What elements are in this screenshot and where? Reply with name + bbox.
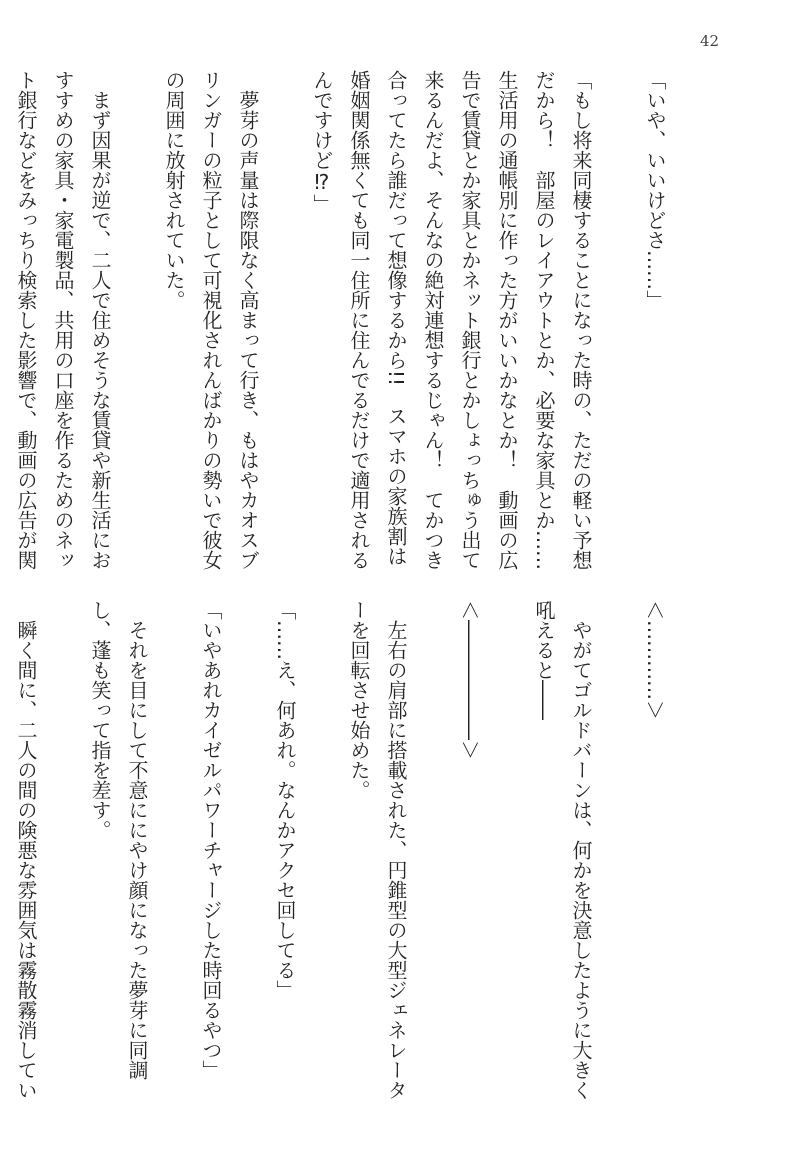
paragraph: 「いや、いいけどさ……」 [643,70,667,310]
paragraph: 「もし将来同棲することになった時の、ただの軽い予想だから！ 部屋のレイアウトとか、必要な家具とか……生活用の通帳別に作った方がいいかなとか！ 動画の広告で賃貸とか家具とかネット銀行とかしょっちゅう出て来るんだよ、そんなの絶対連想するじゃん！ てかつき合ってたら誰だって想像するから!! スマホの家族割は婚姻関係無くても同一住所に住んでるだけで適用されるんですけど⁉」 [310,70,593,570]
paragraph: 夢芽の声量は際限なく高まって行き、もはやカオスブリンガーの粒子として可視化されんばかりの勢いで彼女の周囲に放射されていた。 [162,70,260,570]
paragraph: 左右の肩部に搭載された、円錐型の大型ジェネレーターを回転させ始めた。 [347,600,408,1100]
paragraph: まず因果が逆で、二人で住めそうな賃貸や新生活におすすめの家具・家電製品、共用の口座を作るためのネット銀行などをみっちり検索した影響で、動画の広告が関 [14,70,112,570]
paragraph: それを目にして不意ににやけ顔になった夢芽に同調し、蓬も笑って指を差す。 [88,600,149,1080]
upper-text-block [0,70,710,580]
lower-text-block [0,600,710,1110]
paragraph: 「……え、何あれ。なんかアクセ回してる」 [273,600,297,1000]
page-number: 42 [700,32,720,50]
paragraph: やがてゴルドバーンは、何かを決意したように大きく吼えると―― [532,600,593,1100]
paragraph: ＜…………＞ [643,600,667,720]
paragraph: ＜――――――＞ [458,600,482,760]
paragraph: 「いやあれカイゼルパワーチャージした時回るやつ」 [199,600,223,1080]
paragraph: 瞬く間に、二人の間の険悪な雰囲気は霧散霧消してい [14,620,38,1100]
